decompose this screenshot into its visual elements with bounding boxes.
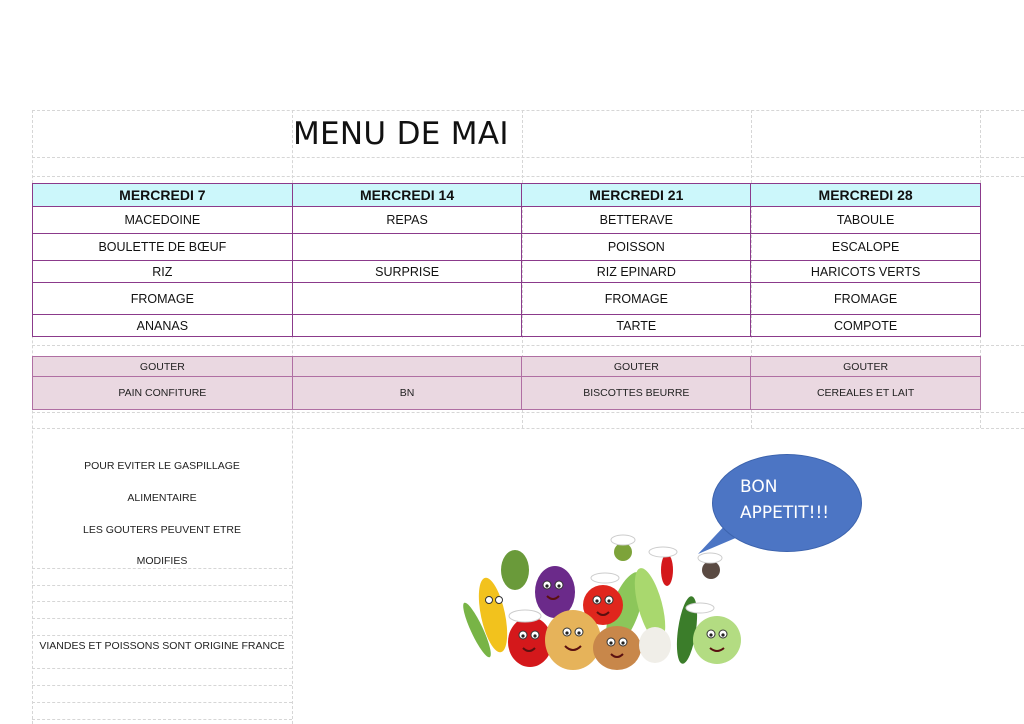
menu-cell: POISSON — [522, 234, 751, 261]
snack-cell: BN — [292, 377, 522, 410]
note-line: LES GOUTERS PEUVENT ETRE — [83, 524, 241, 536]
day-header: MERCREDI 14 — [292, 184, 522, 207]
menu-cell: RIZ EPINARD — [522, 261, 751, 283]
snack-cell: PAIN CONFITURE — [33, 377, 293, 410]
menu-cell: FROMAGE — [751, 283, 981, 315]
menu-cell: HARICOTS VERTS — [751, 261, 981, 283]
snack-table — [32, 356, 981, 410]
table-row — [33, 207, 981, 234]
day-header: MERCREDI 21 — [522, 184, 751, 207]
menu-cell: MACEDOINE — [33, 207, 293, 234]
menu-cell: FROMAGE — [33, 283, 293, 315]
snack-header: GOUTER — [522, 357, 751, 377]
note-line: ALIMENTAIRE — [127, 492, 197, 504]
menu-cell: BETTERAVE — [522, 207, 751, 234]
bubble-line-2: APPETIT!!! — [740, 503, 830, 523]
menu-cell — [292, 315, 522, 337]
origin-note: VIANDES ET POISSONS SONT ORIGINE FRANCE — [39, 640, 285, 652]
snack-header — [292, 357, 522, 377]
table-row — [33, 283, 981, 315]
menu-cell — [292, 234, 522, 261]
snack-cell: BISCOTTES BEURRE — [522, 377, 751, 410]
menu-cell: RIZ — [33, 261, 293, 283]
table-row — [33, 261, 981, 283]
snack-header: GOUTER — [33, 357, 293, 377]
menu-cell: TARTE — [522, 315, 751, 337]
day-header: MERCREDI 28 — [751, 184, 981, 207]
snack-header: GOUTER — [751, 357, 981, 377]
menu-cell: COMPOTE — [751, 315, 981, 337]
page-title: MENU DE MAI — [293, 116, 509, 152]
table-row — [33, 315, 981, 337]
menu-cell: TABOULE — [751, 207, 981, 234]
menu-cell: FROMAGE — [522, 283, 751, 315]
note-line: POUR EVITER LE GASPILLAGE — [84, 460, 240, 472]
menu-cell: SURPRISE — [292, 261, 522, 283]
bubble-text — [740, 474, 829, 526]
menu-cell: REPAS — [292, 207, 522, 234]
vegetables-illustration-icon — [455, 530, 755, 680]
menu-cell: ESCALOPE — [751, 234, 981, 261]
day-header: MERCREDI 7 — [33, 184, 293, 207]
menu-cell — [292, 283, 522, 315]
menu-header-row — [33, 184, 981, 207]
menu-cell: ANANAS — [33, 315, 293, 337]
bubble-line-1: BON — [740, 477, 778, 497]
note-line: MODIFIES — [136, 555, 188, 567]
menu-table — [32, 183, 981, 337]
snack-row — [33, 377, 981, 410]
snack-header-row — [33, 357, 981, 377]
menu-cell: BOULETTE DE BŒUF — [33, 234, 293, 261]
table-row — [33, 234, 981, 261]
snack-cell: CEREALES ET LAIT — [751, 377, 981, 410]
